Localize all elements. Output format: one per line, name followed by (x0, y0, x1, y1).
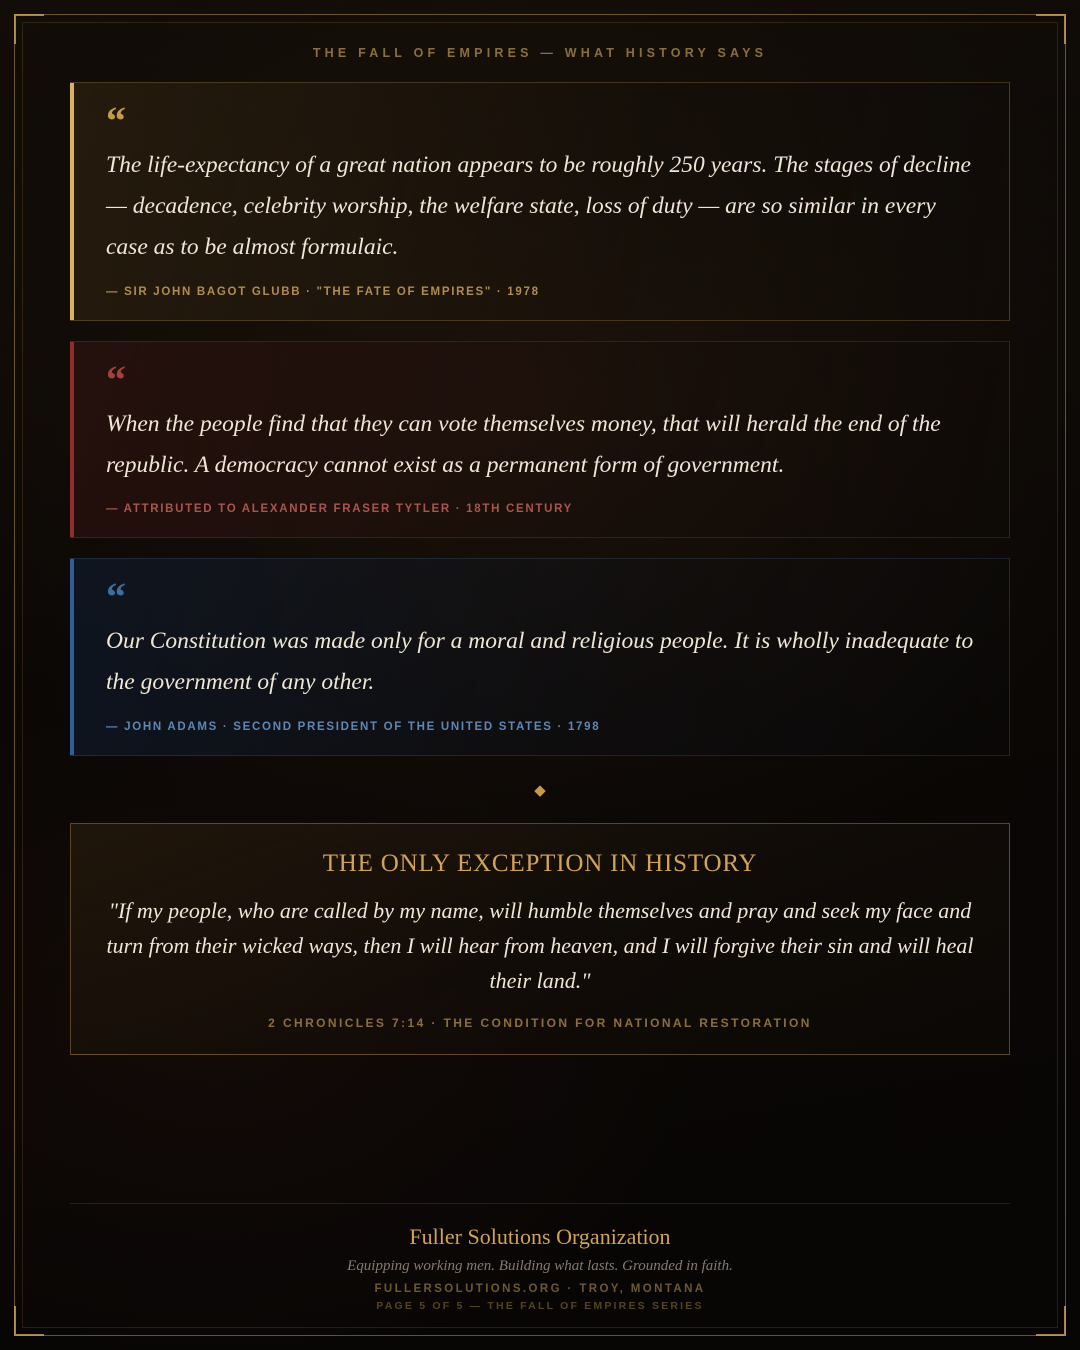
footer-page-number: PAGE 5 OF 5 — THE FALL OF EMPIRES SERIES (376, 1300, 704, 1312)
quote-mark-icon: “ (106, 98, 127, 143)
corner-ornament-bottom-right (1036, 1306, 1066, 1336)
page-eyebrow: THE FALL OF EMPIRES — WHAT HISTORY SAYS (312, 46, 768, 60)
accent-bar (70, 342, 74, 538)
corner-ornament-top-left (14, 14, 44, 44)
exception-title: THE ONLY EXCEPTION IN HISTORY (322, 850, 758, 878)
accent-bar (70, 559, 74, 755)
quote-attribution: — SIR JOHN BAGOT GLUBB · "THE FATE OF EMPIRES" · 1978 (106, 285, 540, 298)
footer-brand: Fuller Solutions Organization (409, 1224, 671, 1249)
exception-text: "If my people, who are called by my name, will humble themselves and pray and seek my face and turn from their wicked ways, then I will hear from heaven, and I will forgive their sin and will heal their land." (106, 898, 974, 993)
exception-panel (70, 823, 1010, 1055)
page-footer (70, 1203, 1010, 1312)
quote-card-adams (70, 558, 1010, 756)
diamond-divider-icon: ◆ (534, 783, 546, 800)
footer-contact: FULLERSOLUTIONS.ORG · TROY, MONTANA (374, 1283, 706, 1295)
quote-attribution: — JOHN ADAMS · SECOND PRESIDENT OF THE UNITED STATES · 1798 (106, 721, 601, 734)
quote-mark-icon: “ (106, 574, 127, 620)
quote-card-glubb (70, 82, 1010, 321)
content-column (70, 46, 1010, 1055)
quote-text: When the people find that they can vote themselves money, that will herald the end of the republic. A democracy cannot exist as a permanent form of government. (106, 410, 941, 478)
quote-mark-icon: “ (106, 356, 127, 402)
quote-card-tytler (70, 341, 1010, 539)
corner-ornament-bottom-left (14, 1306, 44, 1336)
accent-bar (70, 83, 74, 320)
footer-tagline: Equipping working men. Building what lasts. Grounded in faith. (347, 1258, 733, 1274)
quote-text: The life-expectancy of a great nation appears to be roughly 250 years. The stages of decline — decadence, celebrity worship, the welfare state, loss of duty — are so similar in every case as to be almost formulaic. (106, 152, 971, 260)
quote-text: Our Constitution was made only for a moral and religious people. It is wholly inadequate to the government of any other. (106, 628, 974, 696)
corner-ornament-top-right (1036, 14, 1066, 44)
quote-attribution: — ATTRIBUTED TO ALEXANDER FRASER TYTLER · 18TH CENTURY (106, 503, 574, 516)
exception-reference: 2 CHRONICLES 7:14 · THE CONDITION FOR NATIONAL RESTORATION (268, 1016, 812, 1031)
